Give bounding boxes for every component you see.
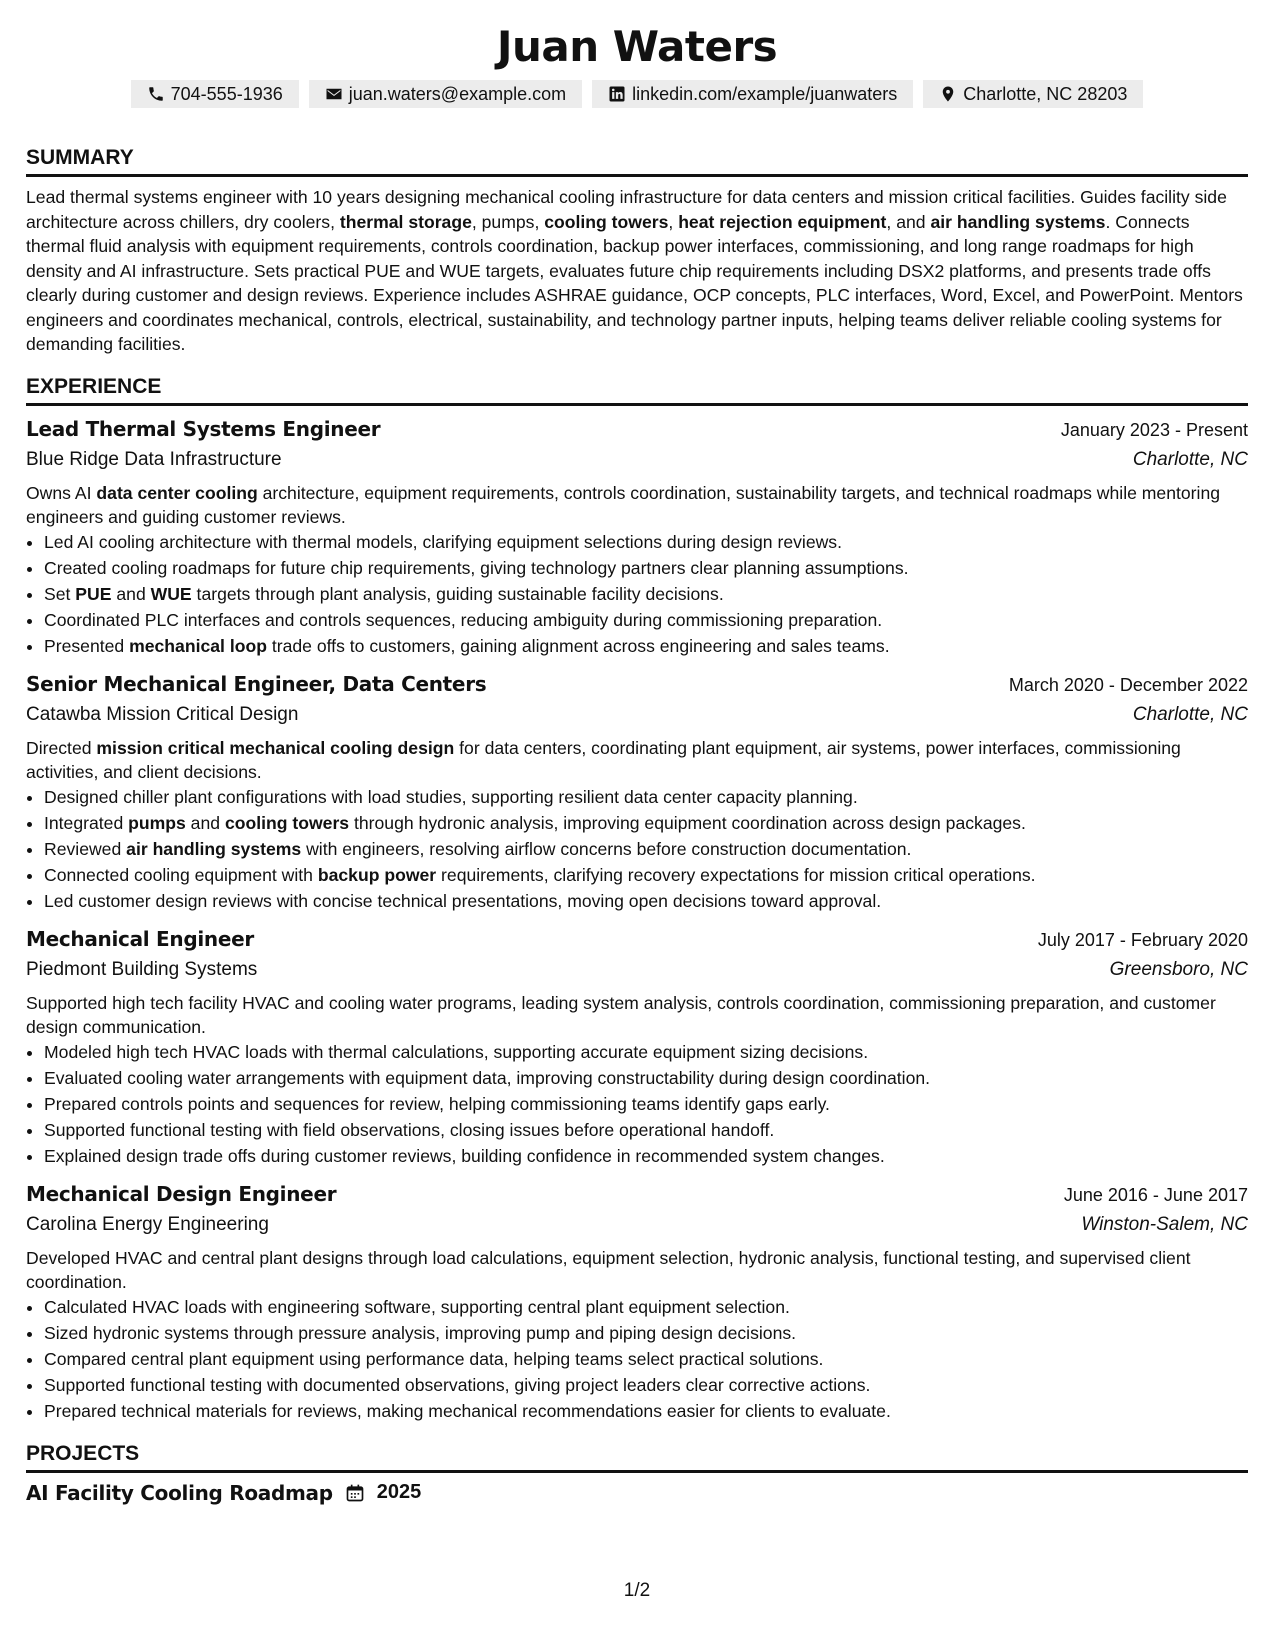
job-location: Greensboro, NC bbox=[1109, 958, 1248, 980]
bullet-item: • Prepared controls points and sequences for review, helping commissioning teams identify gaps early. bbox=[44, 1091, 1248, 1117]
job-description: Supported high tech facility HVAC and cooling water programs, leading system analysis, controls coordination, commissioning preparation, and customer design communication. bbox=[26, 992, 1216, 1037]
location-text: Charlotte, NC 28203 bbox=[963, 84, 1128, 104]
job-bullets bbox=[26, 529, 1248, 659]
bullet-item: • Supported functional testing with documented observations, giving project leaders clear corrective actions. bbox=[44, 1372, 1248, 1398]
bullet-item: • Led customer design reviews with concise technical presentations, moving open decisions toward approval. bbox=[44, 888, 1248, 914]
bullet-item: • Led AI cooling architecture with thermal models, clarifying equipment selections during design reviews. bbox=[44, 529, 1248, 555]
phone-chip[interactable] bbox=[131, 80, 299, 108]
linkedin-chip[interactable] bbox=[592, 80, 913, 108]
job-description: Directed mission critical mechanical cooling design for data centers, coordinating plant equipment, air systems, power interfaces, commissioning activities, and client decisions. bbox=[26, 737, 1181, 782]
bullet-item: • Modeled high tech HVAC loads with thermal calculations, supporting accurate equipment sizing decisions. bbox=[44, 1039, 1248, 1065]
envelope-icon bbox=[325, 85, 343, 103]
section-divider bbox=[26, 174, 1248, 177]
bullet-item: • Designed chiller plant configurations with load studies, supporting resilient data center capacity planning. bbox=[44, 784, 1248, 810]
company-name: Carolina Energy Engineering bbox=[26, 1213, 269, 1235]
linkedin-icon bbox=[608, 85, 626, 103]
job-entry bbox=[26, 1179, 1248, 1424]
map-pin-icon bbox=[939, 85, 957, 103]
job-bullets bbox=[26, 784, 1248, 914]
phone-icon bbox=[147, 85, 165, 103]
job-entry bbox=[26, 924, 1248, 1169]
job-entry bbox=[26, 414, 1248, 659]
job-title: Lead Thermal Systems Engineer bbox=[26, 416, 381, 441]
job-location: Charlotte, NC bbox=[1132, 448, 1248, 470]
job-location: Charlotte, NC bbox=[1132, 703, 1248, 725]
linkedin-text: linkedin.com/example/juanwaters bbox=[632, 84, 898, 104]
company-name: Piedmont Building Systems bbox=[26, 958, 258, 980]
bullet-item: • Evaluated cooling water arrangements with equipment data, improving constructability during design coordination. bbox=[44, 1065, 1248, 1091]
section-title-projects: PROJECTS bbox=[26, 1441, 140, 1465]
job-dates: March 2020 - December 2022 bbox=[1008, 674, 1248, 695]
job-description: Developed HVAC and central plant designs through load calculations, equipment selection, hydronic analysis, functional testing, and supervised client coordination. bbox=[26, 1247, 1191, 1292]
project-name: AI Facility Cooling Roadmap bbox=[26, 1480, 333, 1505]
calendar-icon bbox=[345, 1483, 365, 1503]
job-bullets bbox=[26, 1039, 1248, 1169]
job-location: Winston-Salem, NC bbox=[1081, 1213, 1248, 1235]
job-title: Mechanical Engineer bbox=[26, 926, 254, 951]
bullet-item: • Calculated HVAC loads with engineering software, supporting central plant equipment selection. bbox=[44, 1294, 1248, 1320]
candidate-name: Juan Waters bbox=[496, 22, 778, 71]
summary-paragraph: Lead thermal systems engineer with 10 years designing mechanical cooling infrastructure for data centers and mission critical facilities. Guides facility side architecture across chillers, dry coolers, thermal storage, pumps, cooling towers, heat rejection equipment, and air handling systems. Connects thermal fluid analysis with equipment requirements, controls coordination, backup power interfaces, commissioning, and long range roadmaps for high density and AI infrastructure. Sets practical PUE and WUE targets, evaluates future chip requirements including DSX2 platforms, and presents trade offs clearly during customer and design reviews. Experience includes ASHRAE guidance, OCP concepts, PLC interfaces, Word, Excel, and PowerPoint. Mentors engineers and coordinates mechanical, controls, electrical, sustainability, and technology partner inputs, helping teams deliver reliable cooling systems for demanding facilities. bbox=[26, 187, 1243, 354]
bullet-item: • Supported functional testing with field observations, closing issues before operational handoff. bbox=[44, 1117, 1248, 1143]
section-title-summary: SUMMARY bbox=[26, 146, 134, 169]
email-chip[interactable] bbox=[309, 80, 582, 108]
bullet-item: • Sized hydronic systems through pressure analysis, improving pump and piping design decisions. bbox=[44, 1320, 1248, 1346]
job-dates: July 2017 - February 2020 bbox=[1037, 929, 1248, 950]
bullet-item: • Presented mechanical loop trade offs to customers, gaining alignment across engineering and sales teams. bbox=[44, 633, 1248, 659]
bullet-item: • Prepared technical materials for reviews, making mechanical recommendations easier for clients to evaluate. bbox=[44, 1398, 1248, 1424]
company-name: Catawba Mission Critical Design bbox=[26, 703, 299, 725]
job-entry bbox=[26, 669, 1248, 914]
bullet-item: • Coordinated PLC interfaces and controls sequences, reducing ambiguity during commissioning preparation. bbox=[44, 607, 1248, 633]
job-bullets bbox=[26, 1294, 1248, 1424]
summary-section bbox=[26, 146, 1248, 357]
resume-page bbox=[26, 0, 1248, 1650]
job-description: Owns AI data center cooling architecture, equipment requirements, controls coordination, sustainability targets, and technical roadmaps while mentoring engineers and guiding customer reviews. bbox=[26, 482, 1221, 527]
contact-bar bbox=[26, 80, 1248, 108]
email-text: juan.waters@example.com bbox=[348, 84, 567, 104]
section-title-experience: EXPERIENCE bbox=[26, 374, 162, 398]
page-number: 1/2 bbox=[623, 1580, 651, 1601]
job-dates: June 2016 - June 2017 bbox=[1063, 1184, 1248, 1205]
company-name: Blue Ridge Data Infrastructure bbox=[26, 448, 282, 470]
bullet-item: • Integrated pumps and cooling towers through hydronic analysis, improving equipment coordination across design packages. bbox=[44, 810, 1248, 836]
job-dates: January 2023 - Present bbox=[1060, 419, 1248, 440]
job-title: Mechanical Design Engineer bbox=[26, 1181, 337, 1206]
location-chip bbox=[923, 80, 1143, 108]
projects-section bbox=[26, 1442, 1248, 1505]
bullet-item: • Reviewed air handling systems with engineers, resolving airflow concerns before construction documentation. bbox=[44, 836, 1248, 862]
bullet-item: • Compared central plant equipment using performance data, helping teams select practical solutions. bbox=[44, 1346, 1248, 1372]
bullet-item: • Created cooling roadmaps for future chip requirements, giving technology partners clear planning assumptions. bbox=[44, 555, 1248, 581]
job-title: Senior Mechanical Engineer, Data Centers bbox=[26, 671, 487, 696]
section-divider bbox=[26, 1470, 1248, 1473]
project-entry bbox=[26, 1481, 1248, 1505]
section-divider bbox=[26, 403, 1248, 406]
experience-section bbox=[26, 375, 1248, 1424]
bullet-item: • Connected cooling equipment with backup power requirements, clarifying recovery expectations for mission critical operations. bbox=[44, 862, 1248, 888]
phone-text: 704-555-1936 bbox=[170, 84, 283, 104]
bullet-item: • Explained design trade offs during customer reviews, building confidence in recommended system changes. bbox=[44, 1143, 1248, 1169]
bullet-item: • Set PUE and WUE targets through plant analysis, guiding sustainable facility decisions. bbox=[44, 581, 1248, 607]
project-year: 2025 bbox=[376, 1481, 422, 1503]
